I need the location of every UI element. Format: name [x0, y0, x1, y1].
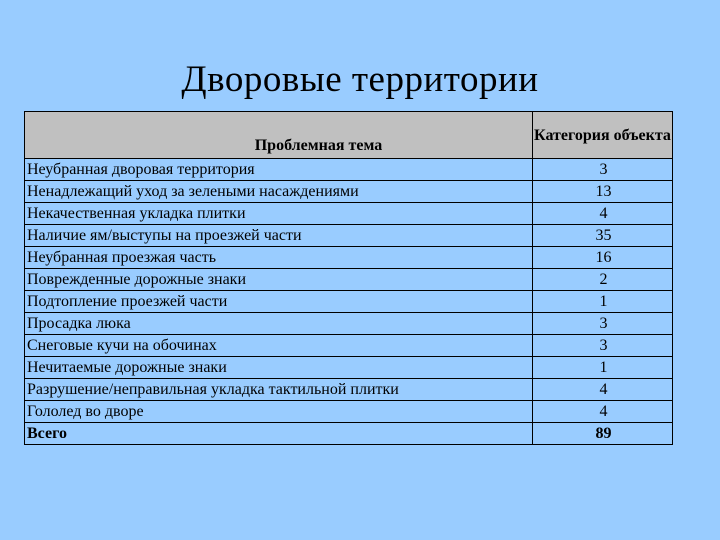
table-header-row	[25, 112, 673, 159]
problem-table	[24, 111, 673, 445]
table-row	[25, 335, 673, 357]
row-value: 2	[533, 269, 673, 291]
table-row	[25, 247, 673, 269]
row-topic: Гололед во дворе	[25, 401, 533, 423]
row-topic: Нечитаемые дорожные знаки	[25, 357, 533, 379]
table-row	[25, 225, 673, 247]
row-topic: Неубранная проезжая часть	[25, 247, 533, 269]
row-topic: Некачественная укладка плитки	[25, 203, 533, 225]
row-topic: Подтопление проезжей части	[25, 291, 533, 313]
row-value: 4	[533, 203, 673, 225]
row-value: 3	[533, 335, 673, 357]
row-topic: Неубранная дворовая территория	[25, 159, 533, 181]
table-row	[25, 357, 673, 379]
row-topic: Просадка люка	[25, 313, 533, 335]
table-row	[25, 379, 673, 401]
row-value: 3	[533, 159, 673, 181]
header-topic: Проблемная тема	[25, 112, 533, 159]
table-row	[25, 269, 673, 291]
total-value: 89	[533, 423, 673, 445]
row-value: 1	[533, 357, 673, 379]
row-topic: Поврежденные дорожные знаки	[25, 269, 533, 291]
header-category: Категория объекта	[533, 112, 673, 159]
row-topic: Наличие ям/выступы на проезжей части	[25, 225, 533, 247]
row-value: 4	[533, 379, 673, 401]
row-value: 1	[533, 291, 673, 313]
table-row	[25, 181, 673, 203]
total-label: Всего	[25, 423, 533, 445]
row-value: 35	[533, 225, 673, 247]
table-row	[25, 401, 673, 423]
slide-title: Дворовые территории	[181, 59, 539, 100]
row-value: 3	[533, 313, 673, 335]
row-topic: Ненадлежащий уход за зелеными насаждениями	[25, 181, 533, 203]
table-row	[25, 159, 673, 181]
row-value: 4	[533, 401, 673, 423]
row-value: 16	[533, 247, 673, 269]
table-row	[25, 291, 673, 313]
table-row	[25, 313, 673, 335]
row-topic: Снеговые кучи на обочинах	[25, 335, 533, 357]
table-row	[25, 203, 673, 225]
row-topic: Разрушение/неправильная укладка тактильной плитки	[25, 379, 533, 401]
total-row	[25, 423, 673, 445]
row-value: 13	[533, 181, 673, 203]
